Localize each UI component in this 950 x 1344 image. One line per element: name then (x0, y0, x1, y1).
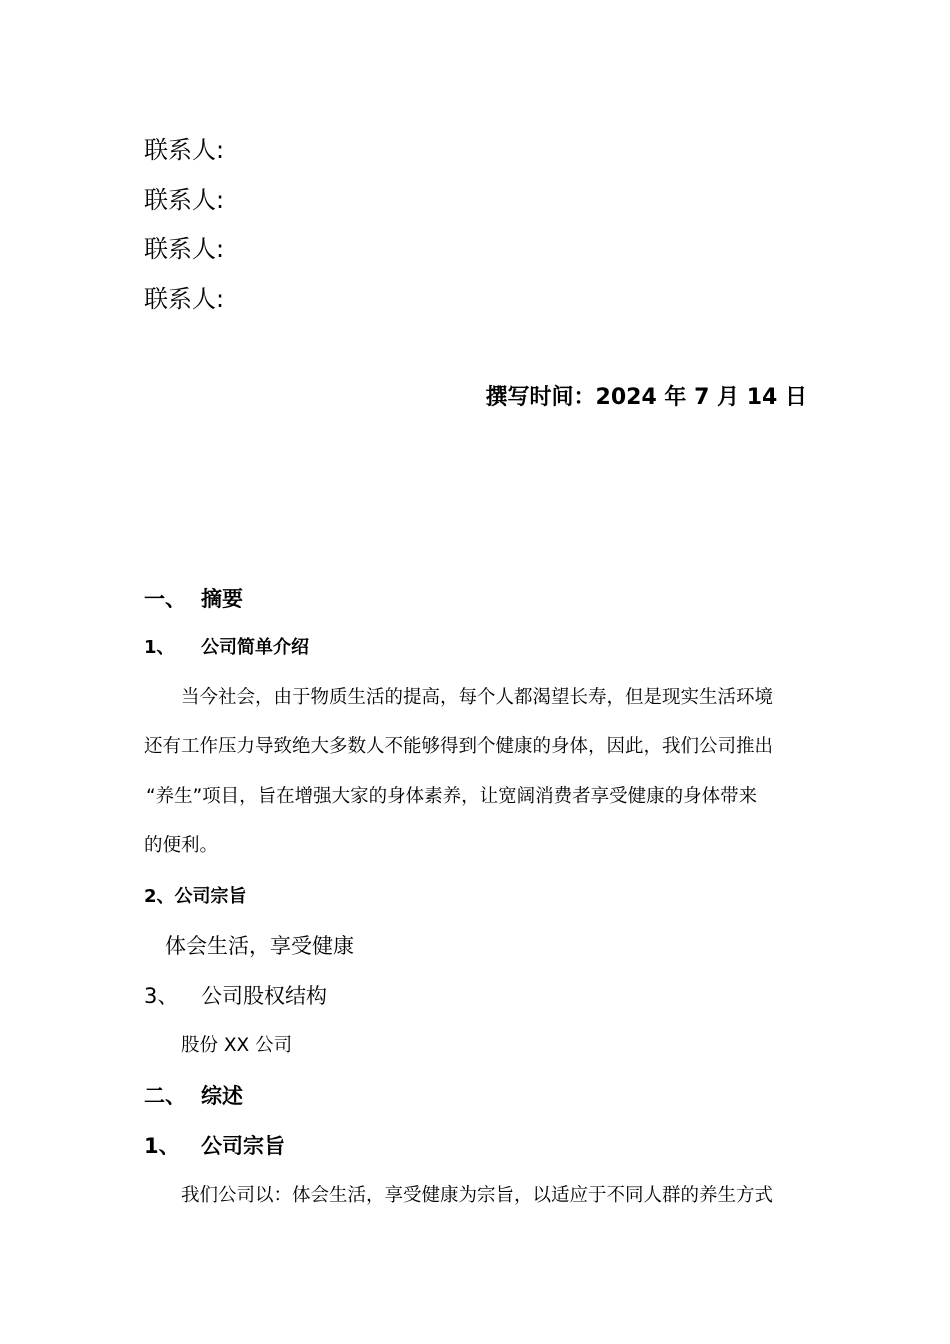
subsection-1-1-number: 1、 (144, 637, 175, 658)
intro-paragraph-line-1: 当今社会，由于物质生活的提高，每个人都渴望长寿，但是现实生活环境 (181, 687, 774, 708)
subsection-1-1-title: 公司简单介绍 (201, 637, 309, 658)
subsection-1-3-number: 3、 (144, 984, 179, 1008)
contact-label-2: 联系人: (144, 186, 225, 214)
subsection-2-1-heading (0, 1132, 950, 1160)
equity-structure-text: 股份 XX 公司 (181, 1035, 293, 1056)
section-2-heading (0, 1082, 950, 1110)
subsection-1-2-heading: 2、公司宗旨 (144, 886, 247, 907)
subsection-1-1-heading (0, 636, 950, 660)
company-motto: 体会生活，享受健康 (165, 934, 354, 958)
subsection-2-1-title: 公司宗旨 (201, 1134, 285, 1158)
subsection-1-3-title: 公司股权结构 (201, 984, 327, 1008)
motto-paragraph-line-1: 我们公司以：体会生活，享受健康为宗旨，以适应于不同人群的养生方式 (181, 1185, 774, 1206)
intro-paragraph-line-3: “养生”项目，旨在增强大家的身体素养，让宽阔消费者享受健康的身体带来 (146, 786, 758, 807)
subsection-2-1-number: 1、 (144, 1134, 180, 1158)
contact-label-4: 联系人: (144, 285, 225, 313)
section-1-heading (0, 585, 950, 613)
section-1-title: 摘要 (201, 587, 243, 611)
section-1-number: 一、 (144, 587, 186, 611)
writing-date: 撰写时间：2024 年 7 月 14 日 (485, 385, 807, 410)
intro-paragraph-line-2: 还有工作压力导致绝大多数人不能够得到个健康的身体，因此，我们公司推出 (144, 736, 774, 757)
contact-label-3: 联系人: (144, 235, 225, 263)
contact-label-1: 联系人: (144, 136, 225, 164)
section-2-number: 二、 (144, 1084, 186, 1108)
section-2-title: 综述 (201, 1084, 243, 1108)
intro-paragraph-line-4: 的便利。 (144, 835, 219, 856)
subsection-1-3-heading (0, 982, 950, 1010)
